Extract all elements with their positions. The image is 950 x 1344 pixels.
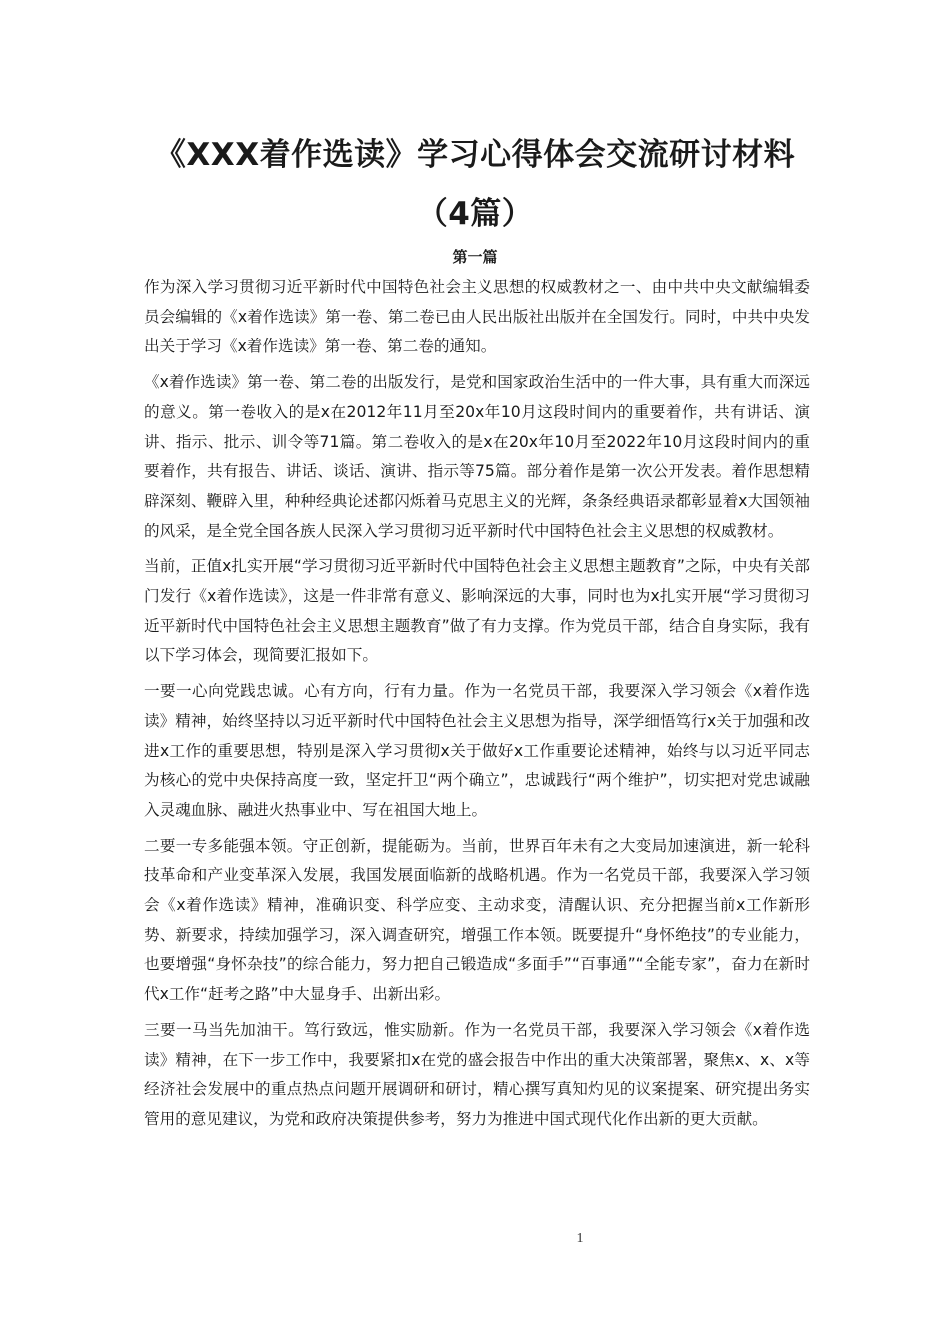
document-body [144, 273, 810, 1141]
paragraph-3: 当前，正值x扎实开展“学习贯彻习近平新时代中国特色社会主义思想主题教育”之际，中央有关部门发行《x着作选读》，这是一件非常有意义、影响深远的大事，同时也为x扎实开展“学习贯彻习近平新时代中国特色社会主义思想主题教育”做了有力支撑。作为党员干部，结合自身实际，我有以下学习体会，现简要汇报如下。 [144, 557, 810, 665]
paragraph-2: 《x着作选读》第一卷、第二卷的出版发行，是党和国家政治生活中的一件大事，具有重大而深远的意义。第一卷收入的是x在2012年11月至20x年10月这段时间内的重要着作，共有讲话、演讲、指示、批示、训令等71篇。第二卷收入的是x在20x年10月至2022年10月这段时间内的重要着作，共有报告、讲话、谈话、演讲、指示等75篇。部分着作是第一次公开发表。着作思想精辟深刻、鞭辟入里，种种经典论述都闪烁着马克思主义的光辉，条条经典语录都彰显着x大国领袖的风采，是全党全国各族人民深入学习贯彻习近平新时代中国特色社会主义思想的权威教材。 [144, 373, 810, 540]
page-number: 1 [576, 1231, 584, 1246]
paragraph-6: 三要一马当先加油干。笃行致远，惟实励新。作为一名党员干部，我要深入学习领会《x着作选读》精神，在下一步工作中，我要紧扣x在党的盛会报告中作出的重大决策部署，聚焦x、x、x等经济社会发展中的重点热点问题开展调研和研讨，精心撰写真知灼见的议案提案、研究提出务实管用的意见建议，为党和政府决策提供参考，努力为推进中国式现代化作出新的更大贡献。 [144, 1020, 810, 1128]
paragraph-1: 作为深入学习贯彻习近平新时代中国特色社会主义思想的权威教材之一、由中共中央文献编辑委员会编辑的《x着作选读》第一卷、第二卷已由人民出版社出版并在全国发行。同时，中共中央发出关于学习《x着作选读》第一卷、第二卷的通知。 [144, 278, 810, 356]
document-title-count: （4篇） [416, 196, 534, 232]
document-title: 《XXX着作选读》学习心得体会交流研讨材料 [154, 137, 796, 173]
paragraph-4: 一要一心向党践忠诚。心有方向，行有力量。作为一名党员干部，我要深入学习领会《x着作选读》精神，始终坚持以习近平新时代中国特色社会主义思想为指导，深学细悟笃行x关于加强和改进x工作的重要思想，特别是深入学习贯彻x关于做好x工作重要论述精神，始终与以习近平同志为核心的党中央保持高度一致，坚定扞卫“两个确立”，忠诚践行“两个维护”，切实把对党忠诚融入灵魂血脉、融进火热事业中、写在祖国大地上。 [144, 682, 810, 819]
section-heading: 第一篇 [452, 248, 498, 266]
paragraph-5: 二要一专多能强本领。守正创新，提能砺为。当前，世界百年未有之大变局加速演进，新一轮科技革命和产业变革深入发展，我国发展面临新的战略机遇。作为一名党员干部，我要深入学习领会《x着作选读》精神，准确识变、科学应变、主动求变，清醒认识、充分把握当前x工作新形势、新要求，持续加强学习，深入调查研究，增强工作本领。既要提升“身怀绝技”的专业能力，也要增强“身怀杂技”的综合能力，努力把自己锻造成“多面手”“百事通”“全能专家”，奋力在新时代x工作“赶考之路”中大显身手、出新出彩。 [144, 836, 810, 1004]
